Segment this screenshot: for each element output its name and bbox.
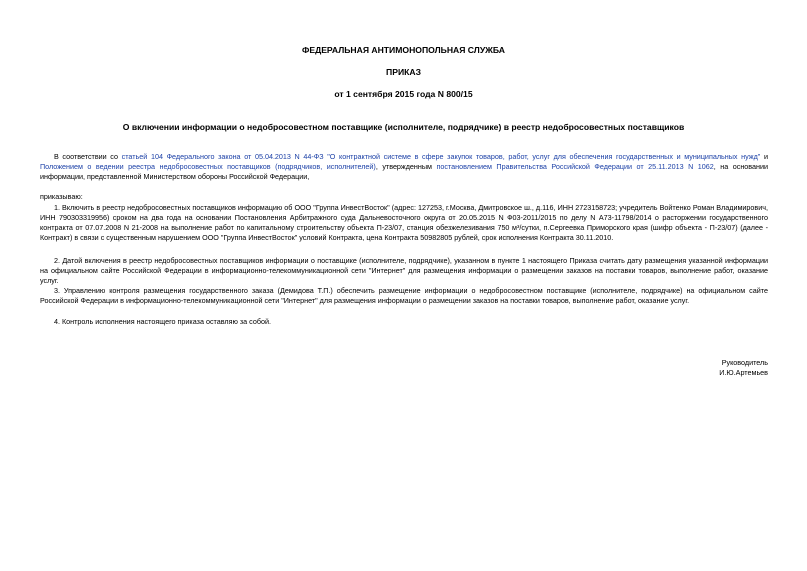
preamble-text-3: , утвержденным xyxy=(375,162,437,171)
regulation-link[interactable]: Положением о ведении реестра недобросовестных поставщиков (подрядчиков, исполнителей) xyxy=(40,162,376,171)
preamble-text-4: , на основании информации, представленной Министерством обороны Российской Федерации, xyxy=(40,162,769,181)
signatory-role: Руководитель xyxy=(721,358,768,367)
item-1-paragraph xyxy=(40,203,768,243)
preamble-text-2: и xyxy=(760,152,768,161)
document-title: О включении информации о недобросовестном поставщике (исполнителе, подрядчике) в реестр недобросовестных поставщиков xyxy=(122,122,685,132)
signatory-name: И.Ю.Артемьев xyxy=(719,368,768,377)
item-4-text: 4. Контроль исполнения настоящего приказа оставляю за собой. xyxy=(54,317,271,326)
document-date-number: от 1 сентября 2015 года N 800/15 xyxy=(334,89,473,99)
item-2-paragraph xyxy=(40,256,768,286)
law-link[interactable]: статьей 104 Федерального закона от 05.04.2013 N 44-ФЗ "О контрактной системе в сфере закупок товаров, работ, услуг для обеспечения государственных и муниципальных нужд" xyxy=(121,152,761,161)
item-3-paragraph xyxy=(40,286,768,306)
government-decree-link[interactable]: постановлением Правительства Российской Федерации от 25.11.2013 N 1062 xyxy=(436,162,714,171)
preamble-paragraph xyxy=(40,152,768,182)
document-type: ПРИКАЗ xyxy=(386,67,421,77)
agency-name: ФЕДЕРАЛЬНАЯ АНТИМОНОПОЛЬНАЯ СЛУЖБА xyxy=(302,45,505,55)
signature-block xyxy=(719,358,768,378)
item-2-text: 2. Датой включения в реестр недобросовестных поставщиков информации о поставщике (исполнителе, подрядчике), указанном в пункте 1 настоящего Приказа считать дату размещения указанной информации на официальном сайте Российской Федерации в информационно-телекоммуникационной сети "Интернет" для размещения информации о размещении заказов на поставки товаров, выполнение работ, оказание услуг. xyxy=(40,256,768,285)
item-1-text: 1. Включить в реестр недобросовестных поставщиков информацию об ООО "Группа ИнвестВосток" (адрес: 127253, г.Москва, Дмитровское ш., д.116, ИНН 2723158723; учредитель Войтенко Роман Владимирович, ИНН 790303319956) сроком на два года на основании Постановления Арбитражного суда Дальневосточного округа от 20.05.2015 N Ф03-2011/2015 по делу N А73-11798/2014 о расторжении государственного контракта от 07.07.2008 N 21-2008 на выполнение работ по капитальному строительству объекта П-23/07, станция обезжелезивания 750 м³/сутки, п.Сергеевка Приморского края (шифр объекта - П-23/07) (далее - Контракт) в связи с существенным нарушением ООО "Группа ИнвестВосток" условий Контракта, цена Контракта 50982805 рублей, срок исполнения Контракта 30.11.2010. xyxy=(40,203,768,242)
item-3-text: 3. Управлению контроля размещения государственного заказа (Демидова Т.П.) обеспечить размещение информации о недобросовестном поставщике (исполнителе, подрядчике) на официальном сайте Российской Федерации в информационно-телекоммуникационной сети "Интернет" для размещения информации о размещении заказов на поставки товаров, выполнение работ, оказание услуг. xyxy=(40,286,768,305)
preamble-text-1: В соответствии со xyxy=(54,152,122,161)
order-word: приказываю: xyxy=(40,192,83,201)
item-4-paragraph xyxy=(40,317,768,327)
